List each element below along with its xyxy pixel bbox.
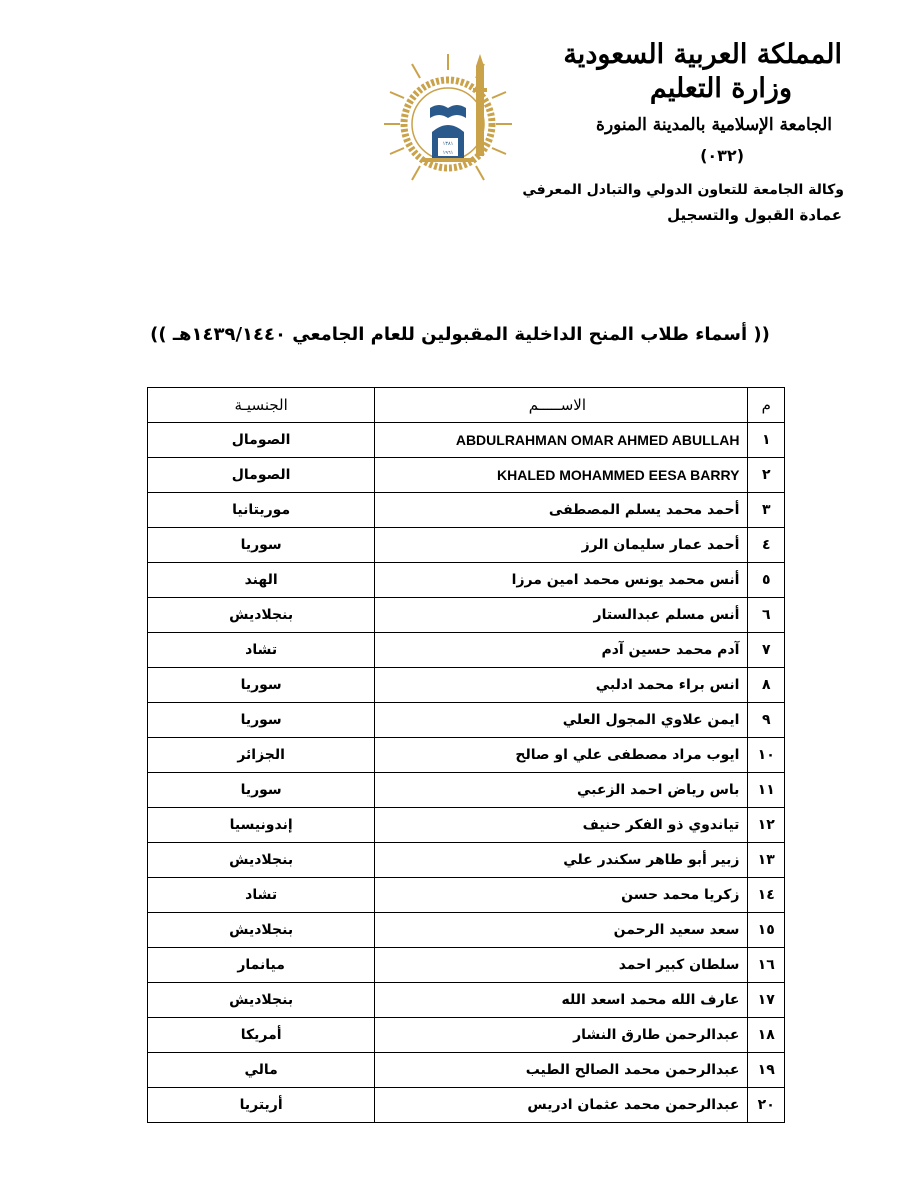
row-number: ٧ [748, 633, 785, 668]
table-row [148, 633, 785, 668]
student-nationality: أريتريا [148, 1088, 375, 1123]
student-name: عبدالرحمن محمد الصالح الطيب [375, 1053, 748, 1088]
row-number: ٦ [748, 598, 785, 633]
row-number: ١٨ [748, 1018, 785, 1053]
table-row [148, 773, 785, 808]
row-number: ٢ [748, 458, 785, 493]
table-row [148, 703, 785, 738]
row-number: ١١ [748, 773, 785, 808]
student-nationality: تشاد [148, 633, 375, 668]
student-name: أنس مسلم عبدالستار [375, 598, 748, 633]
deanship-name: عمادة القبول والتسجيل [667, 206, 842, 224]
row-number: ١٥ [748, 913, 785, 948]
student-name: سعد سعيد الرحمن [375, 913, 748, 948]
table-row [148, 948, 785, 983]
student-name: أنس محمد يونس محمد امين مرزا [375, 563, 748, 598]
student-nationality: إندونيسيا [148, 808, 375, 843]
student-nationality: بنجلاديش [148, 843, 375, 878]
student-name: انس براء محمد ادلبي [375, 668, 748, 703]
table-row [148, 493, 785, 528]
letterhead [562, 38, 842, 168]
table-row [148, 1053, 785, 1088]
student-name: زكريا محمد حسن [375, 878, 748, 913]
student-name: ايوب مراد مصطفى علي او صالح [375, 738, 748, 773]
university-name: الجامعة الإسلامية بالمدينة المنورة [596, 115, 832, 135]
table-row [148, 983, 785, 1018]
table-row [148, 563, 785, 598]
student-nationality: الصومال [148, 423, 375, 458]
students-table [147, 387, 785, 1123]
student-nationality: سوريا [148, 668, 375, 703]
row-number: ٤ [748, 528, 785, 563]
student-name: عارف الله محمد اسعد الله [375, 983, 748, 1018]
ministry-name: وزارة التعليم [649, 73, 792, 104]
row-number: ١٦ [748, 948, 785, 983]
student-nationality: الجزائر [148, 738, 375, 773]
student-name: سلطان كبير احمد [375, 948, 748, 983]
table-row [148, 913, 785, 948]
student-nationality: موريتانيا [148, 493, 375, 528]
table-row [148, 878, 785, 913]
student-nationality: بنجلاديش [148, 913, 375, 948]
table-row [148, 1088, 785, 1123]
row-number: ٣ [748, 493, 785, 528]
table-row [148, 1018, 785, 1053]
table-row [148, 528, 785, 563]
student-nationality: أمريكا [148, 1018, 375, 1053]
row-number: ١٧ [748, 983, 785, 1018]
row-number: ١٢ [748, 808, 785, 843]
student-name: ايمن علاوي المجول العلي [375, 703, 748, 738]
student-nationality: بنجلاديش [148, 983, 375, 1018]
student-nationality: سوريا [148, 703, 375, 738]
student-name: تياندوي ذو الفكر حنيف [375, 808, 748, 843]
student-nationality: الهند [148, 563, 375, 598]
student-name: زبير أبو طاهر سكندر علي [375, 843, 748, 878]
row-number: ٥ [748, 563, 785, 598]
row-number: ١ [748, 423, 785, 458]
table-row [148, 668, 785, 703]
student-nationality: تشاد [148, 878, 375, 913]
document-title: (( أسماء طلاب المنح الداخلية المقبولين للعام الجامعي ١٤٣٩/١٤٤٠هـ )) [150, 324, 770, 345]
student-name: عبدالرحمن محمد عثمان ادريس [375, 1088, 748, 1123]
table-row [148, 423, 785, 458]
table-row [148, 458, 785, 493]
row-number: ٢٠ [748, 1088, 785, 1123]
logo-year-bottom: ١٩٦١ [442, 150, 454, 156]
student-name: أحمد محمد يسلم المصطفى [375, 493, 748, 528]
table-row [148, 738, 785, 773]
student-name: ABDULRAHMAN OMAR AHMED ABULLAH [375, 423, 748, 458]
row-number: ٨ [748, 668, 785, 703]
student-nationality: ميانمار [148, 948, 375, 983]
table-row [148, 598, 785, 633]
header-number: م [748, 388, 785, 423]
student-nationality: مالي [148, 1053, 375, 1088]
header-nationality: الجنسيـة [148, 388, 375, 423]
student-nationality: الصومال [148, 458, 375, 493]
student-nationality: سوريا [148, 528, 375, 563]
row-number: ١٩ [748, 1053, 785, 1088]
logo-year-top: ١٣٨١ [442, 141, 454, 147]
row-number: ١٠ [748, 738, 785, 773]
table-row [148, 808, 785, 843]
table-header-row [148, 388, 785, 423]
university-logo-icon [382, 48, 514, 188]
header-name: الاســـــم [375, 388, 748, 423]
university-code: (٠٣٢) [700, 146, 744, 165]
student-nationality: بنجلاديش [148, 598, 375, 633]
student-name: أحمد عمار سليمان الرز [375, 528, 748, 563]
row-number: ١٤ [748, 878, 785, 913]
kingdom-name: المملكة العربية السعودية [563, 39, 842, 70]
agency-name: وكالة الجامعة للتعاون الدولي والتبادل المعرفي [522, 182, 844, 198]
student-nationality: سوريا [148, 773, 375, 808]
student-name: آدم محمد حسين آدم [375, 633, 748, 668]
row-number: ١٣ [748, 843, 785, 878]
table-row [148, 843, 785, 878]
student-name: باس رياض احمد الزعبي [375, 773, 748, 808]
row-number: ٩ [748, 703, 785, 738]
student-name: عبدالرحمن طارق النشار [375, 1018, 748, 1053]
student-name: KHALED MOHAMMED EESA BARRY [375, 458, 748, 493]
